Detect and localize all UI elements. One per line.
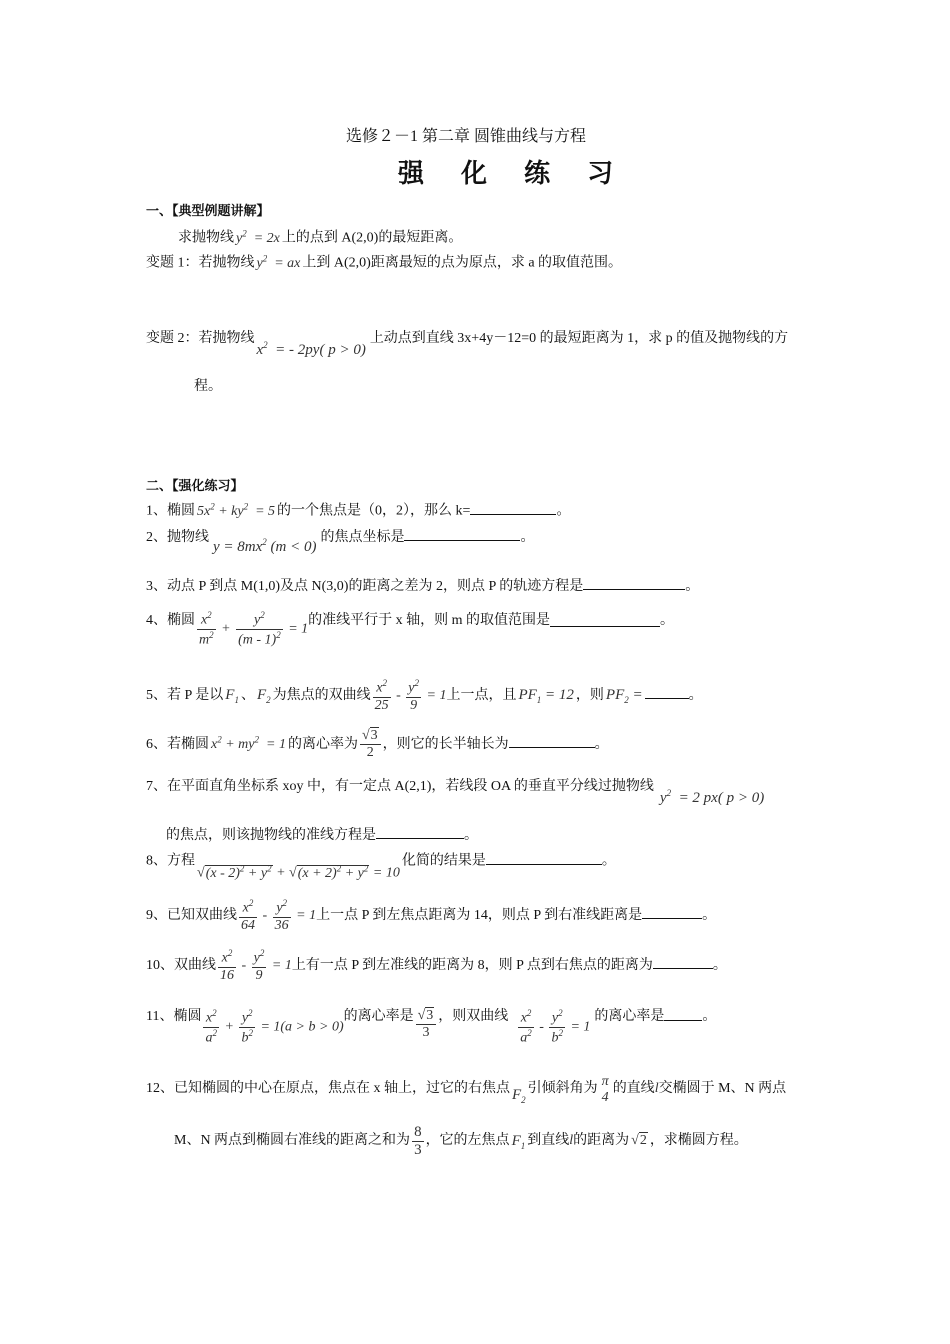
question-1 xyxy=(146,501,570,520)
formula: $x^2$ = - 2py( p > 0) xyxy=(256,340,366,358)
q12-post: 交椭圆于 M、N 两点 xyxy=(658,1081,787,1096)
answer-blank[interactable] xyxy=(664,1008,702,1021)
question-3 xyxy=(146,577,699,596)
q8-end: 。 xyxy=(601,853,616,869)
page-title: 强 化 练 习 xyxy=(398,159,628,189)
formula: l xyxy=(654,1081,659,1096)
question-7 xyxy=(146,776,765,806)
q1-end: 。 xyxy=(556,503,571,519)
question-6 xyxy=(146,728,609,761)
q4-end: 。 xyxy=(660,613,675,628)
answer-blank[interactable] xyxy=(470,502,556,515)
section2-heading: 二、【强化练习】 xyxy=(146,479,244,494)
q5-end: 。 xyxy=(688,688,703,704)
q10-end: 。 xyxy=(712,958,727,974)
answer-blank[interactable] xyxy=(404,528,520,541)
q2-post: 的焦点坐标是 xyxy=(320,530,405,545)
q5-pre: 5、若 P 是以 xyxy=(146,688,224,704)
example-post: 上的点到 A(2,0)的最短距离。 xyxy=(281,230,463,246)
q12-l2e: ，求椭圆方程。 xyxy=(649,1133,748,1148)
formula: √2 xyxy=(631,1133,647,1148)
formula: $PF_1 = 12$ xyxy=(518,687,574,706)
q12-l2c: 到直线 xyxy=(527,1133,570,1148)
q1-post: 的一个焦点是（0，2），那么 k= xyxy=(277,503,471,519)
q5-mid: 为焦点的双曲线 xyxy=(272,688,371,704)
formula: $\frac{x^2}{m^2}$ + $\frac{y^2}{(m - 1)^2}$ = 1 xyxy=(199,610,309,648)
q12-mid2: 的直线 xyxy=(612,1081,655,1096)
example-problem xyxy=(178,228,462,247)
variant1 xyxy=(146,253,622,272)
q12-l2b: ，它的左焦点 xyxy=(425,1133,510,1148)
formula: $√(x - 2)^2 + y^2 + √(x + 2)^2 + y^2 = 10$ xyxy=(197,863,400,881)
formula: $y^2 = 2$ px( p > 0) xyxy=(659,788,765,806)
q2-pre: 2、抛物线 xyxy=(146,530,209,545)
q8-post: 化简的结果是 xyxy=(401,853,486,869)
q3-end: 。 xyxy=(685,579,700,594)
q10-pre: 10、双曲线 xyxy=(146,958,216,974)
q4-pre: 4、椭圆 xyxy=(146,613,195,628)
formula: $F_2$ xyxy=(256,687,271,706)
formula: $\frac{x^2}{a^2}$ + $\frac{y^2}{b^2}$ = 1(a > b > 0) xyxy=(205,1008,344,1046)
answer-blank[interactable] xyxy=(642,906,702,919)
formula: $\frac{x^2}{64}$ - $\frac{y^2}{36}$ = 1 xyxy=(241,898,317,933)
q11-pre: 11、椭圆 xyxy=(146,1009,202,1024)
formula: $y = 8mx^2$ (m < 0) xyxy=(213,537,317,555)
q4-post: 的准线平行于 x 轴，则 m 的取值范围是 xyxy=(308,613,551,628)
formula: $\frac{√3}{3}$ xyxy=(414,1008,439,1041)
formula: $F_1$ xyxy=(511,1133,526,1151)
section1-heading: 一、【典型例题讲解】 xyxy=(146,204,270,219)
q12-l2a: M、N 两点到椭圆右准线的距离之和为 xyxy=(174,1133,411,1148)
answer-blank[interactable] xyxy=(653,956,713,969)
q9-end: 。 xyxy=(702,908,717,924)
q5-sep: 、 xyxy=(240,688,255,704)
question-11 xyxy=(146,1008,716,1047)
formula: l xyxy=(569,1133,574,1148)
q8-pre: 8、方程 xyxy=(146,853,195,869)
formula: $\frac{x^2}{25}$ - $\frac{y^2}{9}$ = 1 xyxy=(374,678,447,713)
q5-mid2: 上一点，且 xyxy=(446,688,517,704)
formula: $F_1$ xyxy=(225,687,239,706)
example-pre: 求抛物线 xyxy=(178,230,234,246)
formula: $\frac{8}{3}$ xyxy=(414,1124,422,1159)
answer-blank[interactable] xyxy=(583,577,685,590)
formula: $\frac{x^2}{a^2}$ - $\frac{y^2}{b^2}$ = 1 xyxy=(520,1008,591,1046)
formula: π 4 xyxy=(601,1074,609,1106)
q1-pre: 1、椭圆 xyxy=(146,503,195,519)
q11-mid2: ，则双曲线 xyxy=(438,1009,509,1024)
variant2-pre: 变题 2：若抛物线 xyxy=(146,331,255,346)
variant2-post: 上动点到直线 3x+4y－12=0 的最短距离为 1，求 p 的值及抛物线的方 xyxy=(369,331,789,346)
answer-blank[interactable] xyxy=(376,826,464,839)
q7-pre: 7、在平面直角坐标系 xoy 中，有一定点 A(2,1)，若线段 OA 的垂直平分线过抛物线 xyxy=(146,779,654,794)
course-line: 选修２－1 第二章 圆锥曲线与方程 xyxy=(346,128,587,145)
q12-l2d: 的距离为 xyxy=(573,1133,630,1148)
q9-post: 上一点 P 到左焦点距离为 14，则点 P 到右准线距离是 xyxy=(316,908,643,924)
formula: $PF_2$ = xyxy=(605,687,643,706)
question-12-cont xyxy=(174,1124,748,1160)
formula: $y^2 = 2x$ xyxy=(236,228,280,246)
formula: $F_2$ xyxy=(512,1087,526,1105)
answer-blank[interactable] xyxy=(550,614,660,627)
question-5 xyxy=(146,678,703,714)
answer-blank[interactable] xyxy=(645,686,689,699)
answer-blank[interactable] xyxy=(486,852,602,865)
q6-pre: 6、若椭圆 xyxy=(146,736,209,752)
question-7-cont xyxy=(166,826,478,845)
question-12 xyxy=(146,1074,787,1106)
answer-blank[interactable] xyxy=(509,735,595,748)
q11-mid: 的离心率是 xyxy=(343,1009,414,1024)
q9-pre: 9、已知双曲线 xyxy=(146,908,237,924)
question-2 xyxy=(146,527,535,555)
question-4 xyxy=(146,612,674,649)
q2-end: 。 xyxy=(520,530,535,545)
question-8 xyxy=(146,851,616,881)
variant2 xyxy=(146,328,789,358)
q11-post: 的离心率是 xyxy=(594,1009,665,1024)
q5-mid3: ，则 xyxy=(575,688,604,704)
formula: $\frac{√3}{2}$ xyxy=(358,737,383,752)
q6-post: ，则它的长半轴长为 xyxy=(382,736,509,752)
q11-end: 。 xyxy=(702,1009,717,1024)
formula: $\frac{x^2}{16}$ - $\frac{y^2}{9}$ = 1 xyxy=(220,948,292,983)
question-9 xyxy=(146,898,716,934)
formula: $x^2 + my^2 = 1$ xyxy=(211,734,286,752)
q3-text: 3、动点 P 到点 M(1,0)及点 N(3,0)的距离之差为 2，则点 P 的轨迹方程是 xyxy=(146,579,584,594)
formula: $y^2$ = ax xyxy=(256,253,301,271)
question-10 xyxy=(146,948,727,984)
variant1-pre: 变题 1：若抛物线 xyxy=(146,255,255,271)
q7-end: 。 xyxy=(464,828,478,843)
q10-post: 上有一点 P 到左准线的距离为 8，则 P 点到右焦点的距离为 xyxy=(291,958,653,974)
q12-mid: 引倾斜角为 xyxy=(527,1081,598,1096)
q6-end: 。 xyxy=(594,736,609,752)
q7-cont: 的焦点，则该抛物线的准线方程是 xyxy=(166,828,376,843)
variant2-cont: 程。 xyxy=(194,379,222,394)
formula: $5x^2 + ky^2 = 5$ xyxy=(197,501,276,519)
q12-pre: 12、已知椭圆的中心在原点，焦点在 x 轴上，过它的右焦点 xyxy=(146,1081,510,1096)
q6-mid: 的离心率为 xyxy=(287,736,358,752)
variant1-post: 上到 A(2,0)距离最短的点为原点，求 a 的取值范围。 xyxy=(302,255,623,271)
